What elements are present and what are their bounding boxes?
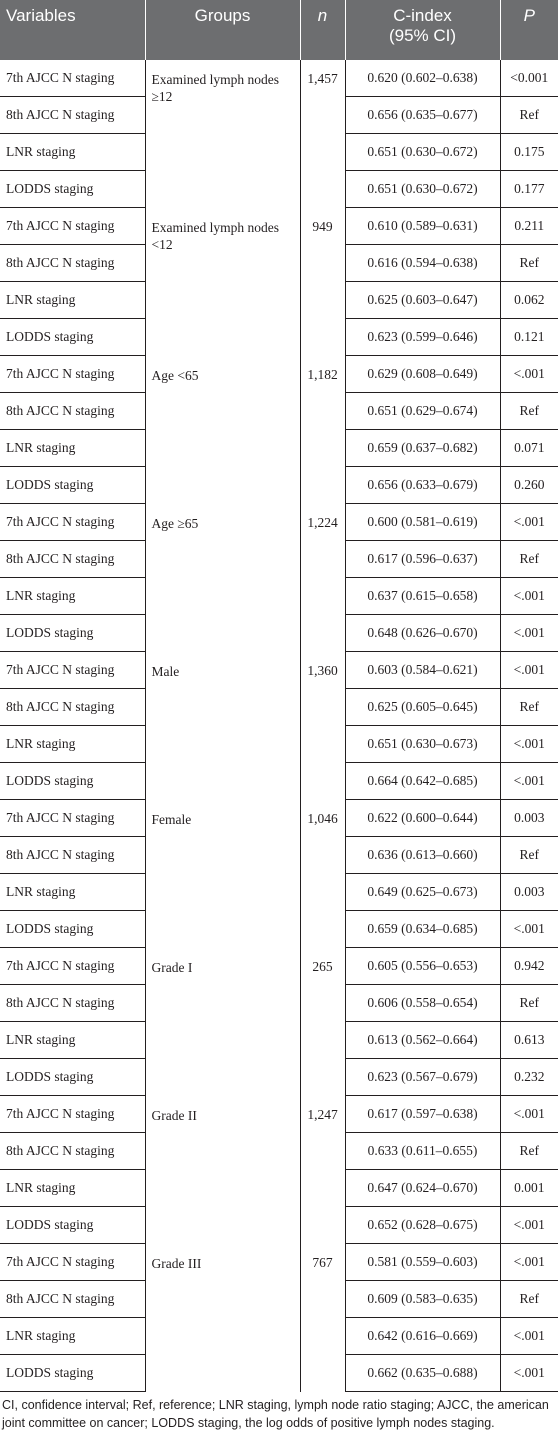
cell-group: Examined lymph nodes <12 xyxy=(145,208,300,356)
cell-cindex: 0.648 (0.626–0.670) xyxy=(345,615,500,652)
cell-n: 1,182 xyxy=(300,356,345,504)
cell-variable: LODDS staging xyxy=(0,763,145,800)
cell-variable: 8th AJCC N staging xyxy=(0,393,145,430)
cell-p: <.001 xyxy=(500,726,558,763)
cell-p: 0.003 xyxy=(500,800,558,837)
cell-group: Grade II xyxy=(145,1096,300,1244)
cell-p: 0.177 xyxy=(500,171,558,208)
cell-p: Ref xyxy=(500,985,558,1022)
cell-p: <.001 xyxy=(500,1244,558,1281)
header-n: n xyxy=(300,0,345,60)
header-row xyxy=(0,0,558,60)
cell-variable: 7th AJCC N staging xyxy=(0,1244,145,1281)
cell-p: 0.232 xyxy=(500,1059,558,1096)
cell-p: Ref xyxy=(500,97,558,134)
cell-p: 0.260 xyxy=(500,467,558,504)
cell-variable: LNR staging xyxy=(0,1318,145,1355)
cell-cindex: 0.629 (0.608–0.649) xyxy=(345,356,500,393)
cell-variable: LNR staging xyxy=(0,1022,145,1059)
cell-cindex: 0.649 (0.625–0.673) xyxy=(345,874,500,911)
cell-variable: 7th AJCC N staging xyxy=(0,948,145,985)
cell-group: Age <65 xyxy=(145,356,300,504)
cell-variable: LNR staging xyxy=(0,1170,145,1207)
cell-p: 0.062 xyxy=(500,282,558,319)
cell-variable: 8th AJCC N staging xyxy=(0,97,145,134)
table-row xyxy=(0,1244,558,1281)
cell-cindex: 0.633 (0.611–0.655) xyxy=(345,1133,500,1170)
cell-variable: LNR staging xyxy=(0,726,145,763)
cell-variable: LODDS staging xyxy=(0,1207,145,1244)
cell-group: Female xyxy=(145,800,300,948)
cell-n: 1,224 xyxy=(300,504,345,652)
cell-p: 0.613 xyxy=(500,1022,558,1059)
cell-p: Ref xyxy=(500,689,558,726)
cell-p: <.001 xyxy=(500,911,558,948)
cell-variable: 7th AJCC N staging xyxy=(0,356,145,393)
table-row xyxy=(0,504,558,541)
cell-p: Ref xyxy=(500,1281,558,1318)
cell-variable: LODDS staging xyxy=(0,1355,145,1392)
table-body xyxy=(0,60,558,1392)
cell-p: <.001 xyxy=(500,1096,558,1133)
cell-cindex: 0.651 (0.630–0.672) xyxy=(345,134,500,171)
cell-variable: 8th AJCC N staging xyxy=(0,837,145,874)
cell-n: 265 xyxy=(300,948,345,1096)
cell-variable: LODDS staging xyxy=(0,171,145,208)
cell-cindex: 0.617 (0.596–0.637) xyxy=(345,541,500,578)
cell-variable: LODDS staging xyxy=(0,615,145,652)
cell-cindex: 0.636 (0.613–0.660) xyxy=(345,837,500,874)
cell-cindex: 0.647 (0.624–0.670) xyxy=(345,1170,500,1207)
cell-n: 1,360 xyxy=(300,652,345,800)
cell-p: <.001 xyxy=(500,1318,558,1355)
cell-group: Male xyxy=(145,652,300,800)
table-row xyxy=(0,652,558,689)
cell-variable: 7th AJCC N staging xyxy=(0,60,145,97)
cell-variable: 7th AJCC N staging xyxy=(0,1096,145,1133)
cell-cindex: 0.622 (0.600–0.644) xyxy=(345,800,500,837)
cell-p: <.001 xyxy=(500,504,558,541)
cell-group: Age ≥65 xyxy=(145,504,300,652)
cell-group: Grade I xyxy=(145,948,300,1096)
cell-variable: LODDS staging xyxy=(0,1059,145,1096)
cell-cindex: 0.610 (0.589–0.631) xyxy=(345,208,500,245)
cell-cindex: 0.651 (0.630–0.672) xyxy=(345,171,500,208)
cell-group: Grade III xyxy=(145,1244,300,1392)
cell-p: Ref xyxy=(500,541,558,578)
cell-p: <.001 xyxy=(500,578,558,615)
cell-cindex: 0.651 (0.629–0.674) xyxy=(345,393,500,430)
cell-p: Ref xyxy=(500,1133,558,1170)
cell-cindex: 0.616 (0.594–0.638) xyxy=(345,245,500,282)
cell-cindex: 0.623 (0.599–0.646) xyxy=(345,319,500,356)
cell-cindex: 0.637 (0.615–0.658) xyxy=(345,578,500,615)
cell-variable: 8th AJCC N staging xyxy=(0,985,145,1022)
cell-cindex: 0.651 (0.630–0.673) xyxy=(345,726,500,763)
cell-variable: LODDS staging xyxy=(0,911,145,948)
table-row xyxy=(0,948,558,985)
cell-cindex: 0.605 (0.556–0.653) xyxy=(345,948,500,985)
cell-p: 0.211 xyxy=(500,208,558,245)
cell-cindex: 0.613 (0.562–0.664) xyxy=(345,1022,500,1059)
cell-n: 1,457 xyxy=(300,60,345,208)
table-row xyxy=(0,1096,558,1133)
cell-p: 0.071 xyxy=(500,430,558,467)
table-row xyxy=(0,208,558,245)
cell-p: 0.175 xyxy=(500,134,558,171)
cell-cindex: 0.652 (0.628–0.675) xyxy=(345,1207,500,1244)
cell-cindex: 0.625 (0.603–0.647) xyxy=(345,282,500,319)
cell-cindex: 0.656 (0.635–0.677) xyxy=(345,97,500,134)
cell-p: <.001 xyxy=(500,652,558,689)
cell-cindex: 0.625 (0.605–0.645) xyxy=(345,689,500,726)
cell-variable: 8th AJCC N staging xyxy=(0,689,145,726)
cell-p: 0.121 xyxy=(500,319,558,356)
cell-cindex: 0.656 (0.633–0.679) xyxy=(345,467,500,504)
cell-cindex: 0.617 (0.597–0.638) xyxy=(345,1096,500,1133)
cell-variable: LNR staging xyxy=(0,874,145,911)
cell-p: Ref xyxy=(500,245,558,282)
cell-cindex: 0.603 (0.584–0.621) xyxy=(345,652,500,689)
cell-cindex: 0.662 (0.635–0.688) xyxy=(345,1355,500,1392)
cell-variable: 8th AJCC N staging xyxy=(0,541,145,578)
cell-variable: 8th AJCC N staging xyxy=(0,1281,145,1318)
cell-p: <.001 xyxy=(500,763,558,800)
cell-n: 1,046 xyxy=(300,800,345,948)
cell-cindex: 0.659 (0.634–0.685) xyxy=(345,911,500,948)
cell-cindex: 0.659 (0.637–0.682) xyxy=(345,430,500,467)
cell-variable: 7th AJCC N staging xyxy=(0,504,145,541)
cell-n: 767 xyxy=(300,1244,345,1392)
table-footnote: CI, confidence interval; Ref, reference; LNR staging, lymph node ratio staging; AJCC, the american joint committee on cancer; LODDS staging, the log odds of positive lymph nodes staging. xyxy=(2,1398,549,1430)
header-p: P xyxy=(500,0,558,60)
cell-cindex: 0.623 (0.567–0.679) xyxy=(345,1059,500,1096)
cell-variable: LNR staging xyxy=(0,578,145,615)
cell-cindex: 0.664 (0.642–0.685) xyxy=(345,763,500,800)
cell-variable: 7th AJCC N staging xyxy=(0,800,145,837)
cell-cindex: 0.581 (0.559–0.603) xyxy=(345,1244,500,1281)
table-row xyxy=(0,60,558,97)
header-variables: Variables xyxy=(0,0,145,60)
cell-n: 1,247 xyxy=(300,1096,345,1244)
cell-variable: LODDS staging xyxy=(0,467,145,504)
cell-variable: 7th AJCC N staging xyxy=(0,652,145,689)
cell-p: Ref xyxy=(500,393,558,430)
header-groups: Groups xyxy=(145,0,300,60)
cell-variable: LODDS staging xyxy=(0,319,145,356)
cell-p: 0.942 xyxy=(500,948,558,985)
cell-n: 949 xyxy=(300,208,345,356)
cell-p: <.001 xyxy=(500,356,558,393)
table-row xyxy=(0,800,558,837)
cell-cindex: 0.620 (0.602–0.638) xyxy=(345,60,500,97)
cell-p: <0.001 xyxy=(500,60,558,97)
cell-variable: 7th AJCC N staging xyxy=(0,208,145,245)
cell-p: <.001 xyxy=(500,1355,558,1392)
cell-variable: LNR staging xyxy=(0,282,145,319)
cell-p: Ref xyxy=(500,837,558,874)
cell-cindex: 0.642 (0.616–0.669) xyxy=(345,1318,500,1355)
cell-cindex: 0.600 (0.581–0.619) xyxy=(345,504,500,541)
cell-variable: LNR staging xyxy=(0,134,145,171)
cell-variable: LNR staging xyxy=(0,430,145,467)
header-cindex: C-index (95% CI) xyxy=(345,0,500,60)
cell-group: Examined lymph nodes ≥12 xyxy=(145,60,300,208)
cell-cindex: 0.606 (0.558–0.654) xyxy=(345,985,500,1022)
cell-p: <.001 xyxy=(500,1207,558,1244)
cell-p: <.001 xyxy=(500,615,558,652)
cell-p: 0.001 xyxy=(500,1170,558,1207)
table-row xyxy=(0,356,558,393)
cell-cindex: 0.609 (0.583–0.635) xyxy=(345,1281,500,1318)
cell-p: 0.003 xyxy=(500,874,558,911)
cell-variable: 8th AJCC N staging xyxy=(0,1133,145,1170)
cell-variable: 8th AJCC N staging xyxy=(0,245,145,282)
